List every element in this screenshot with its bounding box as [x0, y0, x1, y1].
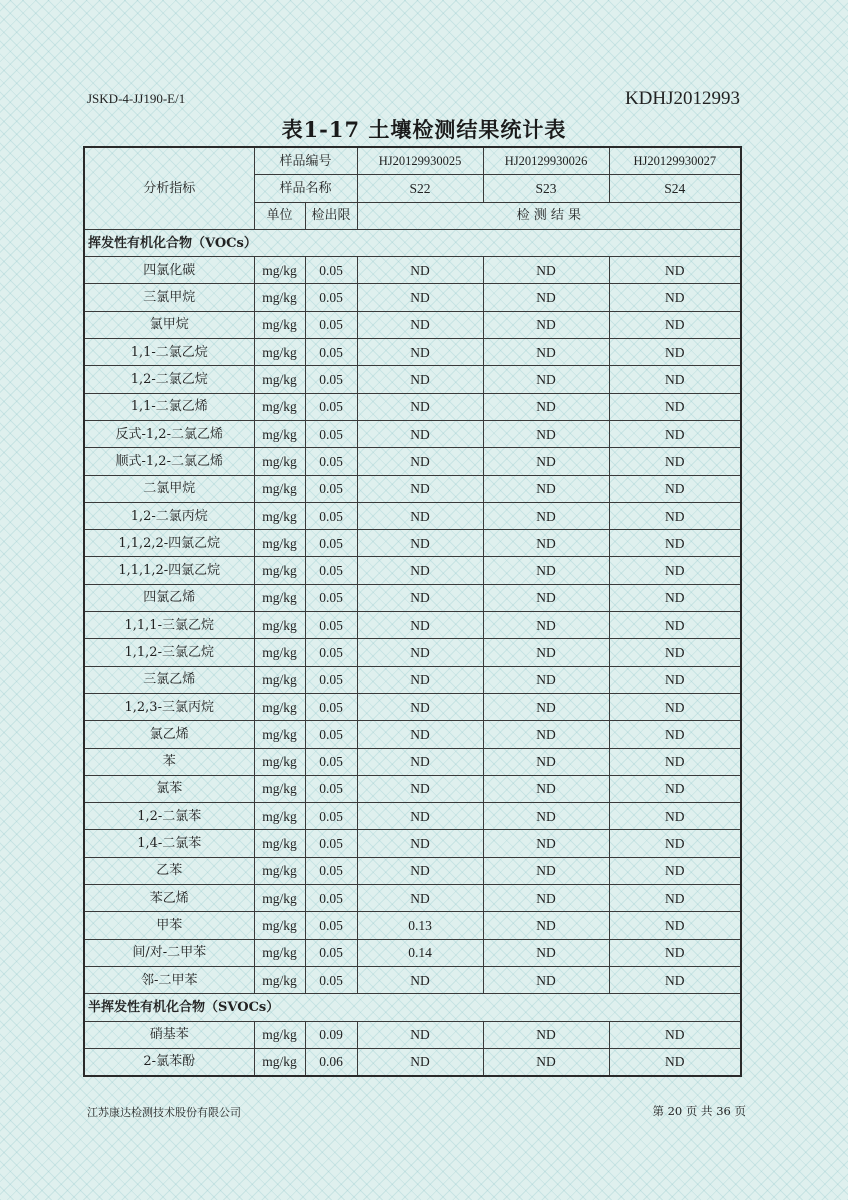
result-cell: ND — [357, 830, 483, 857]
unit-cell: mg/kg — [254, 584, 305, 611]
detection-limit-cell: 0.05 — [305, 366, 357, 393]
result-cell: ND — [357, 721, 483, 748]
result-cell: ND — [483, 1048, 609, 1076]
result-cell: ND — [483, 912, 609, 939]
table-row — [84, 912, 741, 939]
result-cell: ND — [483, 803, 609, 830]
unit-cell: mg/kg — [254, 475, 305, 502]
unit-cell: mg/kg — [254, 693, 305, 720]
company-name: 江苏康达检测技术股份有限公司 — [87, 1106, 241, 1119]
result-cell: ND — [357, 857, 483, 884]
result-cell: ND — [609, 693, 741, 720]
table-row — [84, 721, 741, 748]
section-row-svocs — [84, 994, 741, 1021]
unit-cell: mg/kg — [254, 530, 305, 557]
unit-cell: mg/kg — [254, 1048, 305, 1076]
analyte-name: 1,2-二氯丙烷 — [84, 502, 254, 529]
table-row — [84, 448, 741, 475]
detection-limit-cell: 0.05 — [305, 966, 357, 993]
result-cell: ND — [609, 939, 741, 966]
result-cell: ND — [609, 475, 741, 502]
result-cell: ND — [357, 475, 483, 502]
analyte-name: 1,2,3-三氯丙烷 — [84, 693, 254, 720]
result-cell: ND — [357, 803, 483, 830]
result-cell: ND — [483, 885, 609, 912]
unit-cell: mg/kg — [254, 721, 305, 748]
table-row — [84, 420, 741, 447]
analyte-name: 二氯甲烷 — [84, 475, 254, 502]
table-row — [84, 584, 741, 611]
sample-no-3: HJ20129930027 — [609, 147, 741, 175]
result-cell: ND — [483, 830, 609, 857]
result-cell: ND — [609, 748, 741, 775]
detection-limit-cell: 0.05 — [305, 939, 357, 966]
result-cell: ND — [609, 857, 741, 884]
result-cell: ND — [609, 311, 741, 338]
result-cell: ND — [357, 257, 483, 284]
result-cell: ND — [357, 530, 483, 557]
detection-limit-cell: 0.05 — [305, 584, 357, 611]
result-cell: ND — [483, 857, 609, 884]
analyte-name: 1,4-二氯苯 — [84, 830, 254, 857]
table-row — [84, 393, 741, 420]
detection-limit-cell: 0.05 — [305, 666, 357, 693]
detection-limit-cell: 0.05 — [305, 284, 357, 311]
result-cell: ND — [609, 612, 741, 639]
detection-limit-cell: 0.05 — [305, 557, 357, 584]
table-row — [84, 1021, 741, 1048]
result-cell: ND — [483, 339, 609, 366]
result-cell: ND — [357, 775, 483, 802]
unit-cell: mg/kg — [254, 775, 305, 802]
analyte-name: 1,1-二氯乙烯 — [84, 393, 254, 420]
result-cell: ND — [357, 639, 483, 666]
result-cell: ND — [357, 666, 483, 693]
report-number: KDHJ2012993 — [624, 88, 740, 109]
result-cell: ND — [357, 885, 483, 912]
result-cell: ND — [609, 257, 741, 284]
result-cell: ND — [357, 693, 483, 720]
section-title-svocs: 半挥发性有机化合物（SVOCs） — [84, 994, 741, 1021]
table-row — [84, 530, 741, 557]
detection-limit-header: 检出限 — [305, 202, 357, 229]
unit-cell: mg/kg — [254, 420, 305, 447]
detection-limit-cell: 0.05 — [305, 721, 357, 748]
analyte-name: 2-氯苯酚 — [84, 1048, 254, 1076]
result-cell: ND — [609, 284, 741, 311]
detection-limit-cell: 0.05 — [305, 502, 357, 529]
unit-cell: mg/kg — [254, 311, 305, 338]
table-row — [84, 284, 741, 311]
table-row — [84, 612, 741, 639]
unit-cell: mg/kg — [254, 748, 305, 775]
analyte-name: 间/对-二甲苯 — [84, 939, 254, 966]
table-row — [84, 666, 741, 693]
unit-cell: mg/kg — [254, 803, 305, 830]
result-cell: ND — [609, 912, 741, 939]
detection-limit-cell: 0.05 — [305, 475, 357, 502]
table-row — [84, 475, 741, 502]
unit-cell: mg/kg — [254, 885, 305, 912]
result-cell: ND — [483, 393, 609, 420]
detection-limit-cell: 0.05 — [305, 885, 357, 912]
unit-cell: mg/kg — [254, 393, 305, 420]
unit-cell: mg/kg — [254, 612, 305, 639]
analyte-name: 四氯乙烯 — [84, 584, 254, 611]
table-row — [84, 857, 741, 884]
analyte-name: 1,1,1-三氯乙烷 — [84, 612, 254, 639]
result-cell: ND — [609, 721, 741, 748]
detection-limit-cell: 0.05 — [305, 393, 357, 420]
detection-limit-cell: 0.05 — [305, 420, 357, 447]
table-row — [84, 830, 741, 857]
unit-cell: mg/kg — [254, 448, 305, 475]
result-cell: ND — [609, 557, 741, 584]
detection-limit-cell: 0.05 — [305, 693, 357, 720]
unit-cell: mg/kg — [254, 857, 305, 884]
table-row — [84, 557, 741, 584]
result-cell: ND — [483, 639, 609, 666]
unit-cell: mg/kg — [254, 939, 305, 966]
analyte-name: 三氯甲烷 — [84, 284, 254, 311]
table-row — [84, 803, 741, 830]
table-row — [84, 639, 741, 666]
table-row — [84, 257, 741, 284]
result-cell: 0.14 — [357, 939, 483, 966]
result-cell: ND — [609, 885, 741, 912]
unit-cell: mg/kg — [254, 366, 305, 393]
detection-limit-cell: 0.05 — [305, 775, 357, 802]
detection-limit-cell: 0.05 — [305, 803, 357, 830]
unit-header: 单位 — [254, 202, 305, 229]
result-cell: ND — [483, 420, 609, 447]
result-cell: ND — [483, 693, 609, 720]
result-cell: ND — [357, 612, 483, 639]
table-row — [84, 502, 741, 529]
detection-limit-cell: 0.05 — [305, 311, 357, 338]
analyte-name: 苯 — [84, 748, 254, 775]
result-cell: 0.13 — [357, 912, 483, 939]
unit-cell: mg/kg — [254, 1021, 305, 1048]
result-cell: ND — [609, 339, 741, 366]
result-cell: ND — [483, 584, 609, 611]
result-cell: ND — [483, 721, 609, 748]
analyte-name: 氯乙烯 — [84, 721, 254, 748]
result-cell: ND — [609, 966, 741, 993]
sample-no-1: HJ20129930025 — [357, 147, 483, 175]
unit-cell: mg/kg — [254, 966, 305, 993]
sample-name-1: S22 — [357, 175, 483, 202]
analyte-name: 三氯乙烯 — [84, 666, 254, 693]
result-cell: ND — [483, 775, 609, 802]
unit-cell: mg/kg — [254, 830, 305, 857]
result-cell: ND — [357, 966, 483, 993]
analyte-name: 1,1,2-三氯乙烷 — [84, 639, 254, 666]
page-number: 第 20 页 共 36 页 — [652, 1104, 746, 1118]
detection-limit-cell: 0.05 — [305, 448, 357, 475]
analyte-name: 氯甲烷 — [84, 311, 254, 338]
result-cell: ND — [483, 557, 609, 584]
result-cell: ND — [483, 475, 609, 502]
analyte-name: 顺式-1,2-二氯乙烯 — [84, 448, 254, 475]
table-row — [84, 885, 741, 912]
detection-limit-cell: 0.09 — [305, 1021, 357, 1048]
result-cell: ND — [609, 666, 741, 693]
unit-cell: mg/kg — [254, 639, 305, 666]
result-cell: ND — [609, 775, 741, 802]
result-cell: ND — [357, 366, 483, 393]
result-cell: ND — [609, 803, 741, 830]
result-cell: ND — [609, 584, 741, 611]
result-cell: ND — [609, 366, 741, 393]
unit-cell: mg/kg — [254, 666, 305, 693]
results-header: 检 测 结 果 — [357, 202, 741, 229]
unit-cell: mg/kg — [254, 339, 305, 366]
soil-results-table — [83, 146, 742, 1077]
analyte-name: 1,1,2,2-四氯乙烷 — [84, 530, 254, 557]
result-cell: ND — [357, 311, 483, 338]
detection-limit-cell: 0.05 — [305, 612, 357, 639]
analysis-indicator-header: 分析指标 — [84, 147, 254, 229]
result-cell: ND — [483, 666, 609, 693]
table-row — [84, 775, 741, 802]
result-cell: ND — [357, 339, 483, 366]
result-cell: ND — [483, 612, 609, 639]
result-cell: ND — [357, 502, 483, 529]
section-row-vocs — [84, 229, 741, 256]
analyte-name: 乙苯 — [84, 857, 254, 884]
detection-limit-cell: 0.05 — [305, 339, 357, 366]
result-cell: ND — [483, 284, 609, 311]
result-cell: ND — [357, 448, 483, 475]
analyte-name: 1,1,1,2-四氯乙烷 — [84, 557, 254, 584]
result-cell: ND — [609, 393, 741, 420]
unit-cell: mg/kg — [254, 257, 305, 284]
detection-limit-cell: 0.05 — [305, 748, 357, 775]
result-cell: ND — [609, 1021, 741, 1048]
result-cell: ND — [357, 1021, 483, 1048]
detection-limit-cell: 0.06 — [305, 1048, 357, 1076]
analyte-name: 甲苯 — [84, 912, 254, 939]
sample-name-2: S23 — [483, 175, 609, 202]
analyte-name: 四氯化碳 — [84, 257, 254, 284]
result-cell: ND — [483, 530, 609, 557]
analyte-name: 氯苯 — [84, 775, 254, 802]
analyte-name: 1,1-二氯乙烷 — [84, 339, 254, 366]
detection-limit-cell: 0.05 — [305, 830, 357, 857]
result-cell: ND — [483, 1021, 609, 1048]
result-cell: ND — [609, 420, 741, 447]
result-cell: ND — [609, 1048, 741, 1076]
result-cell: ND — [609, 639, 741, 666]
result-cell: ND — [357, 284, 483, 311]
table-row — [84, 339, 741, 366]
analyte-name: 1,2-二氯苯 — [84, 803, 254, 830]
header-row-sample-no — [84, 147, 741, 175]
analyte-name: 硝基苯 — [84, 1021, 254, 1048]
result-cell: ND — [483, 502, 609, 529]
result-cell: ND — [483, 939, 609, 966]
analyte-name: 邻-二甲苯 — [84, 966, 254, 993]
result-cell: ND — [483, 448, 609, 475]
detection-limit-cell: 0.05 — [305, 912, 357, 939]
table-row — [84, 366, 741, 393]
analyte-name: 苯乙烯 — [84, 885, 254, 912]
table-row — [84, 693, 741, 720]
result-cell: ND — [357, 748, 483, 775]
result-cell: ND — [357, 420, 483, 447]
unit-cell: mg/kg — [254, 502, 305, 529]
result-cell: ND — [357, 584, 483, 611]
result-cell: ND — [483, 366, 609, 393]
detection-limit-cell: 0.05 — [305, 857, 357, 884]
unit-cell: mg/kg — [254, 284, 305, 311]
result-cell: ND — [357, 1048, 483, 1076]
result-cell: ND — [483, 257, 609, 284]
sample-name-3: S24 — [609, 175, 741, 202]
section-title-vocs: 挥发性有机化合物（VOCs） — [84, 229, 741, 256]
result-cell: ND — [483, 748, 609, 775]
result-cell: ND — [357, 393, 483, 420]
table-row — [84, 939, 741, 966]
table-row — [84, 966, 741, 993]
result-cell: ND — [609, 530, 741, 557]
detection-limit-cell: 0.05 — [305, 257, 357, 284]
unit-cell: mg/kg — [254, 557, 305, 584]
sample-name-header: 样品名称 — [254, 175, 357, 202]
table-row — [84, 311, 741, 338]
result-cell: ND — [609, 448, 741, 475]
detection-limit-cell: 0.05 — [305, 639, 357, 666]
table-row — [84, 1048, 741, 1076]
sample-no-header: 样品编号 — [254, 147, 357, 175]
detection-limit-cell: 0.05 — [305, 530, 357, 557]
result-cell: ND — [609, 830, 741, 857]
result-cell: ND — [609, 502, 741, 529]
analyte-name: 反式-1,2-二氯乙烯 — [84, 420, 254, 447]
analyte-name: 1,2-二氯乙烷 — [84, 366, 254, 393]
table-title: 表1-17 土壤检测结果统计表 — [281, 117, 567, 142]
result-cell: ND — [483, 966, 609, 993]
sample-no-2: HJ20129930026 — [483, 147, 609, 175]
result-cell: ND — [357, 557, 483, 584]
result-cell: ND — [483, 311, 609, 338]
table-row — [84, 748, 741, 775]
unit-cell: mg/kg — [254, 912, 305, 939]
document-code: JSKD-4-JJ190-E/1 — [87, 91, 186, 106]
